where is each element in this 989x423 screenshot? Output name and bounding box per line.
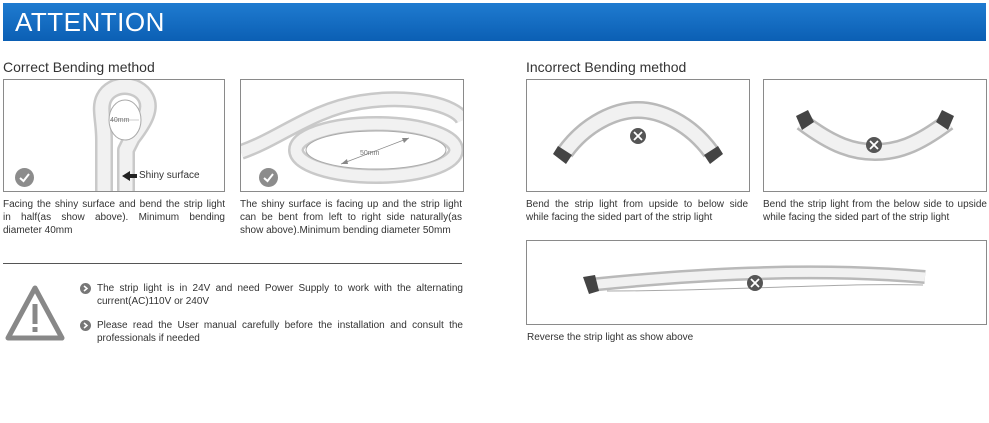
power-supply-note: The strip light is in 24V and need Power Supply to work with the alternating current(AC)110V or 240V [97, 283, 463, 307]
correct-panel-side-bend [240, 79, 464, 192]
correct-caption-2: The shiny surface is facing up and the strip light can be bent from left to right side naturally(as show above).Minimum bending diameter 50mm [240, 199, 462, 236]
check-icon [259, 168, 278, 187]
incorrect-caption-1: Bend the strip light from upside to below side while facing the sided part of the strip light [526, 199, 748, 223]
incorrect-caption-3: Reverse the strip light as show above [527, 332, 694, 343]
correct-panel-fold-in-half [3, 79, 225, 192]
correct-section-title: Correct Bending method [3, 59, 155, 75]
chevron-right-icon [80, 320, 91, 331]
warning-triangle-icon [5, 284, 65, 347]
check-icon [15, 168, 34, 187]
incorrect-panel-reverse [526, 240, 987, 325]
strip-smile-illustration [764, 80, 986, 191]
chevron-right-icon [80, 283, 91, 294]
user-manual-note: Please read the User manual carefully before the installation and consult the professionals if needed [97, 320, 463, 344]
incorrect-panel-below-up [763, 79, 987, 192]
diameter-measurement-50: 50mm [360, 150, 380, 157]
incorrect-panel-upside-down [526, 79, 750, 192]
section-divider [3, 263, 462, 264]
strip-arch-illustration [527, 80, 749, 191]
banner-title: ATTENTION [15, 7, 165, 37]
shiny-surface-label: Shiny surface [139, 170, 200, 181]
strip-twisted-illustration [527, 241, 986, 324]
incorrect-section-title: Incorrect Bending method [526, 59, 687, 75]
attention-banner [3, 3, 986, 41]
incorrect-caption-2: Bend the strip light from the below side to upside while facing the sided part of the strip light [763, 199, 987, 223]
correct-caption-1: Facing the shiny surface and bend the strip light in half(as show above). Minimum bending diameter 40mm [3, 199, 225, 236]
diameter-measurement-40: 40mm [110, 117, 130, 124]
